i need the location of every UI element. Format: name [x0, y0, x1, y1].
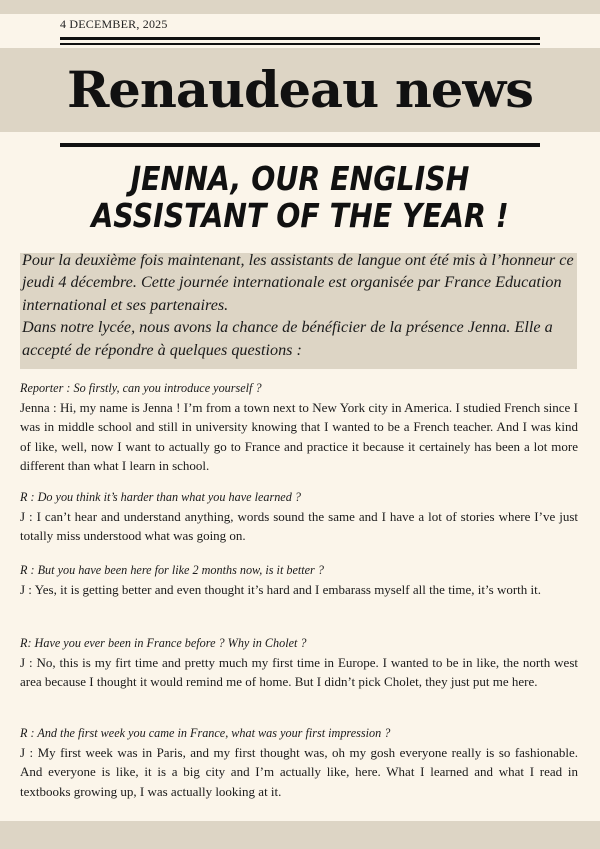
intro-paragraphs — [22, 249, 582, 361]
interview-question: R : Do you think it’s harder than what you have learned ? — [20, 490, 301, 504]
top-rule — [60, 37, 540, 40]
masthead-bottom-rule — [60, 143, 540, 147]
interview-answer: J : No, this is my firt time and pretty much my first time in Europe. I wanted to be in like, the north west area because I thought it would remind me of home. But I didn’t pick Cholet, they just put me here. — [20, 655, 578, 690]
interview-answer: Jenna : Hi, my name is Jenna ! I’m from a town next to New York city in America. I studied French since I was in middle school and still in university knowing that I wanted to be a French teacher. And I was kind of like, well, now I want to actually go to France and practice it because it certainely has been a lot more different than what I learn in school. — [20, 400, 578, 473]
interview-answer: J : My first week was in Paris, and my first thought was, oh my gosh everyone really is so fashionable. And everyone is like, it is a big city and I’m actually like, here. What I learned and what I read in textbooks growing up, I was actually looking at it. — [20, 745, 578, 799]
interview-question: R: Have you ever been in France before ? Why in Cholet ? — [20, 636, 307, 650]
top-thin-rule — [60, 43, 540, 45]
interview-block-4 — [20, 634, 578, 692]
interview-block-2 — [20, 488, 578, 546]
interview-block-5 — [20, 724, 578, 801]
intro-paragraph-2: Dans notre lycée, nous avons la chance de bénéficier de la présence Jenna. Elle a accepté de répondre à quelques questions : — [22, 318, 553, 359]
top-band — [0, 0, 600, 14]
headline-line-1: JENNA, OUR ENGLISH — [130, 159, 470, 198]
interview-answer: J : I can’t hear and understand anything, words sound the same and I have a lot of stories where I’ve just totally miss understood what was going on. — [20, 509, 578, 544]
interview-question: R : And the first week you came in France, what was your first impression ? — [20, 726, 391, 740]
headline-line-2: ASSISTANT OF THE YEAR ! — [91, 196, 509, 235]
interview-block-1 — [20, 379, 578, 475]
interview-question: R : But you have been here for like 2 months now, is it better ? — [20, 563, 324, 577]
interview-question: Reporter : So firstly, can you introduce yourself ? — [20, 381, 262, 395]
interview-block-3 — [20, 561, 578, 599]
headline — [68, 160, 532, 234]
masthead-title: Renaudeau news — [67, 60, 533, 119]
intro-paragraph-1: Pour la deuxième fois maintenant, les assistants de langue ont été mis à l’honneur ce jeudi 4 décembre. Cette journée internationale est organisée par France Education international et ses partenaires. — [22, 251, 574, 314]
issue-date: 4 DECEMBER, 2025 — [60, 17, 168, 31]
interview-answer: J : Yes, it is getting better and even thought it’s hard and I embarass myself all the time, it’s worth it. — [20, 582, 542, 597]
bottom-band — [0, 821, 600, 849]
